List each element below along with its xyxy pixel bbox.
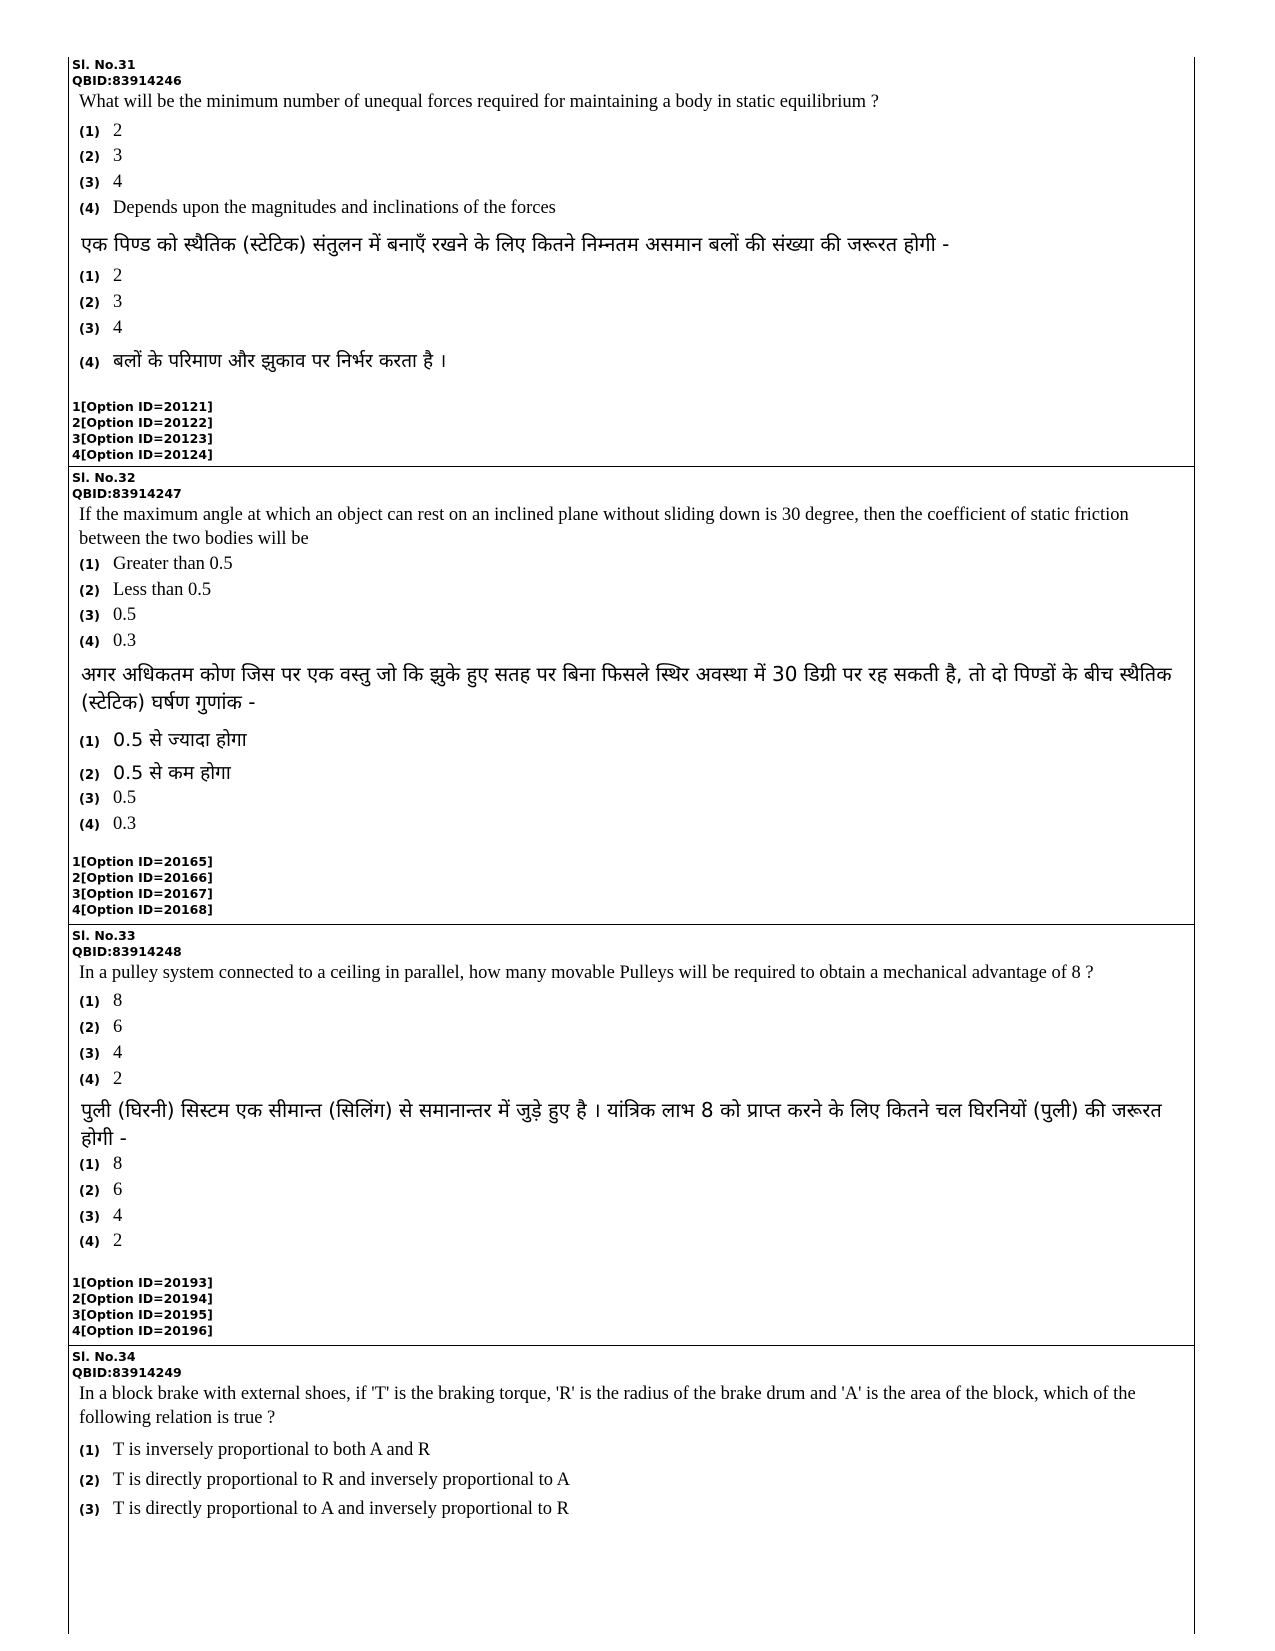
option-id-line: 3[Option ID=20123] xyxy=(72,431,213,446)
qbid: QBID:83914247 xyxy=(72,486,182,501)
option-number: (4) xyxy=(79,356,100,371)
option-id-line: 4[Option ID=20196] xyxy=(72,1323,213,1338)
option-english-4 xyxy=(79,631,136,655)
option-english-2 xyxy=(79,580,211,604)
serial-number: Sl. No.34 xyxy=(72,1349,136,1364)
option-number: (1) xyxy=(79,1444,100,1459)
option-text: 4 xyxy=(113,1206,123,1226)
option-number: (4) xyxy=(79,635,100,650)
option-hindi-1 xyxy=(79,726,247,750)
option-number: (3) xyxy=(79,609,100,624)
option-text: 8 xyxy=(113,1154,123,1174)
option-id-line: 2[Option ID=20166] xyxy=(72,870,213,885)
option-text: 0.3 xyxy=(113,814,137,834)
option-number: (3) xyxy=(79,1210,100,1225)
option-number: (2) xyxy=(79,1021,100,1036)
option-text: 3 xyxy=(113,146,123,166)
option-text: Depends upon the magnitudes and inclinations of the forces xyxy=(113,198,556,218)
question-text-english: In a block brake with external shoes, if 'T' is the braking torque, 'R' is the radius of the brake drum and 'A' is the area of the block, which of the following relation is true ? xyxy=(79,1384,1136,1428)
option-text: Greater than 0.5 xyxy=(113,554,233,574)
option-number: (1) xyxy=(79,270,100,285)
option-id-line: 2[Option ID=20122] xyxy=(72,415,213,430)
option-english-1 xyxy=(79,554,233,578)
option-text: T is directly proportional to R and inversely proportional to A xyxy=(113,1470,570,1490)
option-text: 4 xyxy=(113,172,123,192)
serial-number: Sl. No.31 xyxy=(72,57,136,72)
question-block-31 xyxy=(69,57,1195,467)
option-hindi-4 xyxy=(79,814,136,838)
option-number: (3) xyxy=(79,322,100,337)
option-id-line: 1[Option ID=20193] xyxy=(72,1275,213,1290)
option-hindi-3 xyxy=(79,788,136,812)
option-id-line: 1[Option ID=20121] xyxy=(72,399,213,414)
option-english-3 xyxy=(79,1043,122,1067)
option-english-4 xyxy=(79,1069,122,1093)
option-ids xyxy=(72,854,213,918)
option-number: (4) xyxy=(79,818,100,833)
question-block-33 xyxy=(69,928,1195,1346)
option-number: (4) xyxy=(79,1073,100,1088)
option-english-2 xyxy=(79,1017,122,1041)
question-text-english: What will be the minimum number of unequal forces required for maintaining a body in static equilibrium ? xyxy=(79,92,879,112)
option-text: 0.5 से कम होगा xyxy=(113,762,231,784)
serial-number: Sl. No.32 xyxy=(72,470,136,485)
option-english-3 xyxy=(79,605,136,629)
option-number: (2) xyxy=(79,1474,100,1489)
option-number: (2) xyxy=(79,584,100,599)
option-number: (4) xyxy=(79,202,100,217)
question-text-hindi: अगर अधिकतम कोण जिस पर एक वस्तु जो कि झुके हुए सतह पर बिना फिसले स्थिर अवस्था में 30 डिग्री पर रह सकती है, तो दो पिण्डों के बीच स्थैतिक (स्टेटिक) घर्षण गुणांक - xyxy=(81,662,1172,714)
option-number: (1) xyxy=(79,995,100,1010)
option-number: (3) xyxy=(79,1047,100,1062)
question-text-english: If the maximum angle at which an object can rest on an inclined plane without sliding down is 30 degree, then the coefficient of static friction between the two bodies will be xyxy=(79,505,1129,549)
option-number: (2) xyxy=(79,1184,100,1199)
option-hindi-4 xyxy=(79,1231,122,1255)
option-text: 8 xyxy=(113,991,123,1011)
qbid: QBID:83914248 xyxy=(72,944,182,959)
option-hindi-2 xyxy=(79,292,122,316)
option-text: 0.5 xyxy=(113,605,137,625)
qbid: QBID:83914246 xyxy=(72,73,182,88)
option-ids xyxy=(72,1275,213,1339)
option-number: (1) xyxy=(79,558,100,573)
option-hindi-3 xyxy=(79,318,122,342)
option-english-1 xyxy=(79,121,122,145)
option-text: 0.5 xyxy=(113,788,137,808)
option-text: 2 xyxy=(113,121,123,141)
option-hindi-2 xyxy=(79,759,231,783)
option-number: (2) xyxy=(79,768,100,783)
option-text: T is inversely proportional to both A and R xyxy=(113,1440,431,1460)
option-text: 2 xyxy=(113,1231,123,1251)
option-hindi-2 xyxy=(79,1180,122,1204)
option-text: 2 xyxy=(113,266,123,286)
option-number: (1) xyxy=(79,735,100,750)
question-block-32 xyxy=(69,470,1195,925)
option-text: 3 xyxy=(113,292,123,312)
option-hindi-3 xyxy=(79,1206,122,1230)
qbid: QBID:83914249 xyxy=(72,1365,182,1380)
option-id-line: 4[Option ID=20124] xyxy=(72,447,213,462)
option-number: (1) xyxy=(79,125,100,140)
question-text-hindi: एक पिण्ड को स्थैतिक (स्टेटिक) संतुलन में बनाएँ रखने के लिए कितने निम्नतम असमान बलों की संख्या की जरूरत होगी - xyxy=(81,232,950,256)
option-id-line: 1[Option ID=20165] xyxy=(72,854,213,869)
option-number: (3) xyxy=(79,176,100,191)
option-id-line: 2[Option ID=20194] xyxy=(72,1291,213,1306)
option-english-2 xyxy=(79,1470,570,1494)
option-number: (1) xyxy=(79,1158,100,1173)
option-hindi-4 xyxy=(79,347,446,371)
option-number: (4) xyxy=(79,1235,100,1250)
option-ids xyxy=(72,399,213,463)
option-english-1 xyxy=(79,991,122,1015)
option-text: 6 xyxy=(113,1180,123,1200)
option-text: बलों के परिमाण और झुकाव पर निर्भर करता है । xyxy=(113,350,447,372)
option-text: 2 xyxy=(113,1069,123,1089)
option-number: (2) xyxy=(79,296,100,311)
option-english-2 xyxy=(79,146,122,170)
question-text-english: In a pulley system connected to a ceiling in parallel, how many movable Pulleys will be required to obtain a mechanical advantage of 8 ? xyxy=(79,963,1094,983)
option-text: 0.3 xyxy=(113,631,137,651)
option-english-3 xyxy=(79,1499,569,1523)
option-text: T is directly proportional to A and inversely proportional to R xyxy=(113,1499,569,1519)
option-number: (2) xyxy=(79,150,100,165)
question-block-34 xyxy=(69,1349,1195,1634)
option-text: 4 xyxy=(113,318,123,338)
option-text: 4 xyxy=(113,1043,123,1063)
question-sheet xyxy=(68,57,1195,1634)
option-hindi-1 xyxy=(79,266,122,290)
option-text: 6 xyxy=(113,1017,123,1037)
option-id-line: 4[Option ID=20168] xyxy=(72,902,213,917)
serial-number: Sl. No.33 xyxy=(72,928,136,943)
option-english-3 xyxy=(79,172,122,196)
option-text: Less than 0.5 xyxy=(113,580,212,600)
option-id-line: 3[Option ID=20195] xyxy=(72,1307,213,1322)
option-text: 0.5 से ज्यादा होगा xyxy=(113,729,247,751)
option-number: (3) xyxy=(79,1503,100,1518)
option-id-line: 3[Option ID=20167] xyxy=(72,886,213,901)
option-english-4 xyxy=(79,198,556,222)
question-text-hindi: पुली (घिरनी) सिस्टम एक सीमान्त (सिलिंग) से समानान्तर में जुड़े हुए है । यांत्रिक लाभ 8 को प्राप्त करने के लिए कितने चल घिरनियों (पुली) की जरूरत होगी - xyxy=(81,1098,1162,1150)
option-english-1 xyxy=(79,1440,430,1464)
option-hindi-1 xyxy=(79,1154,122,1178)
option-number: (3) xyxy=(79,792,100,807)
